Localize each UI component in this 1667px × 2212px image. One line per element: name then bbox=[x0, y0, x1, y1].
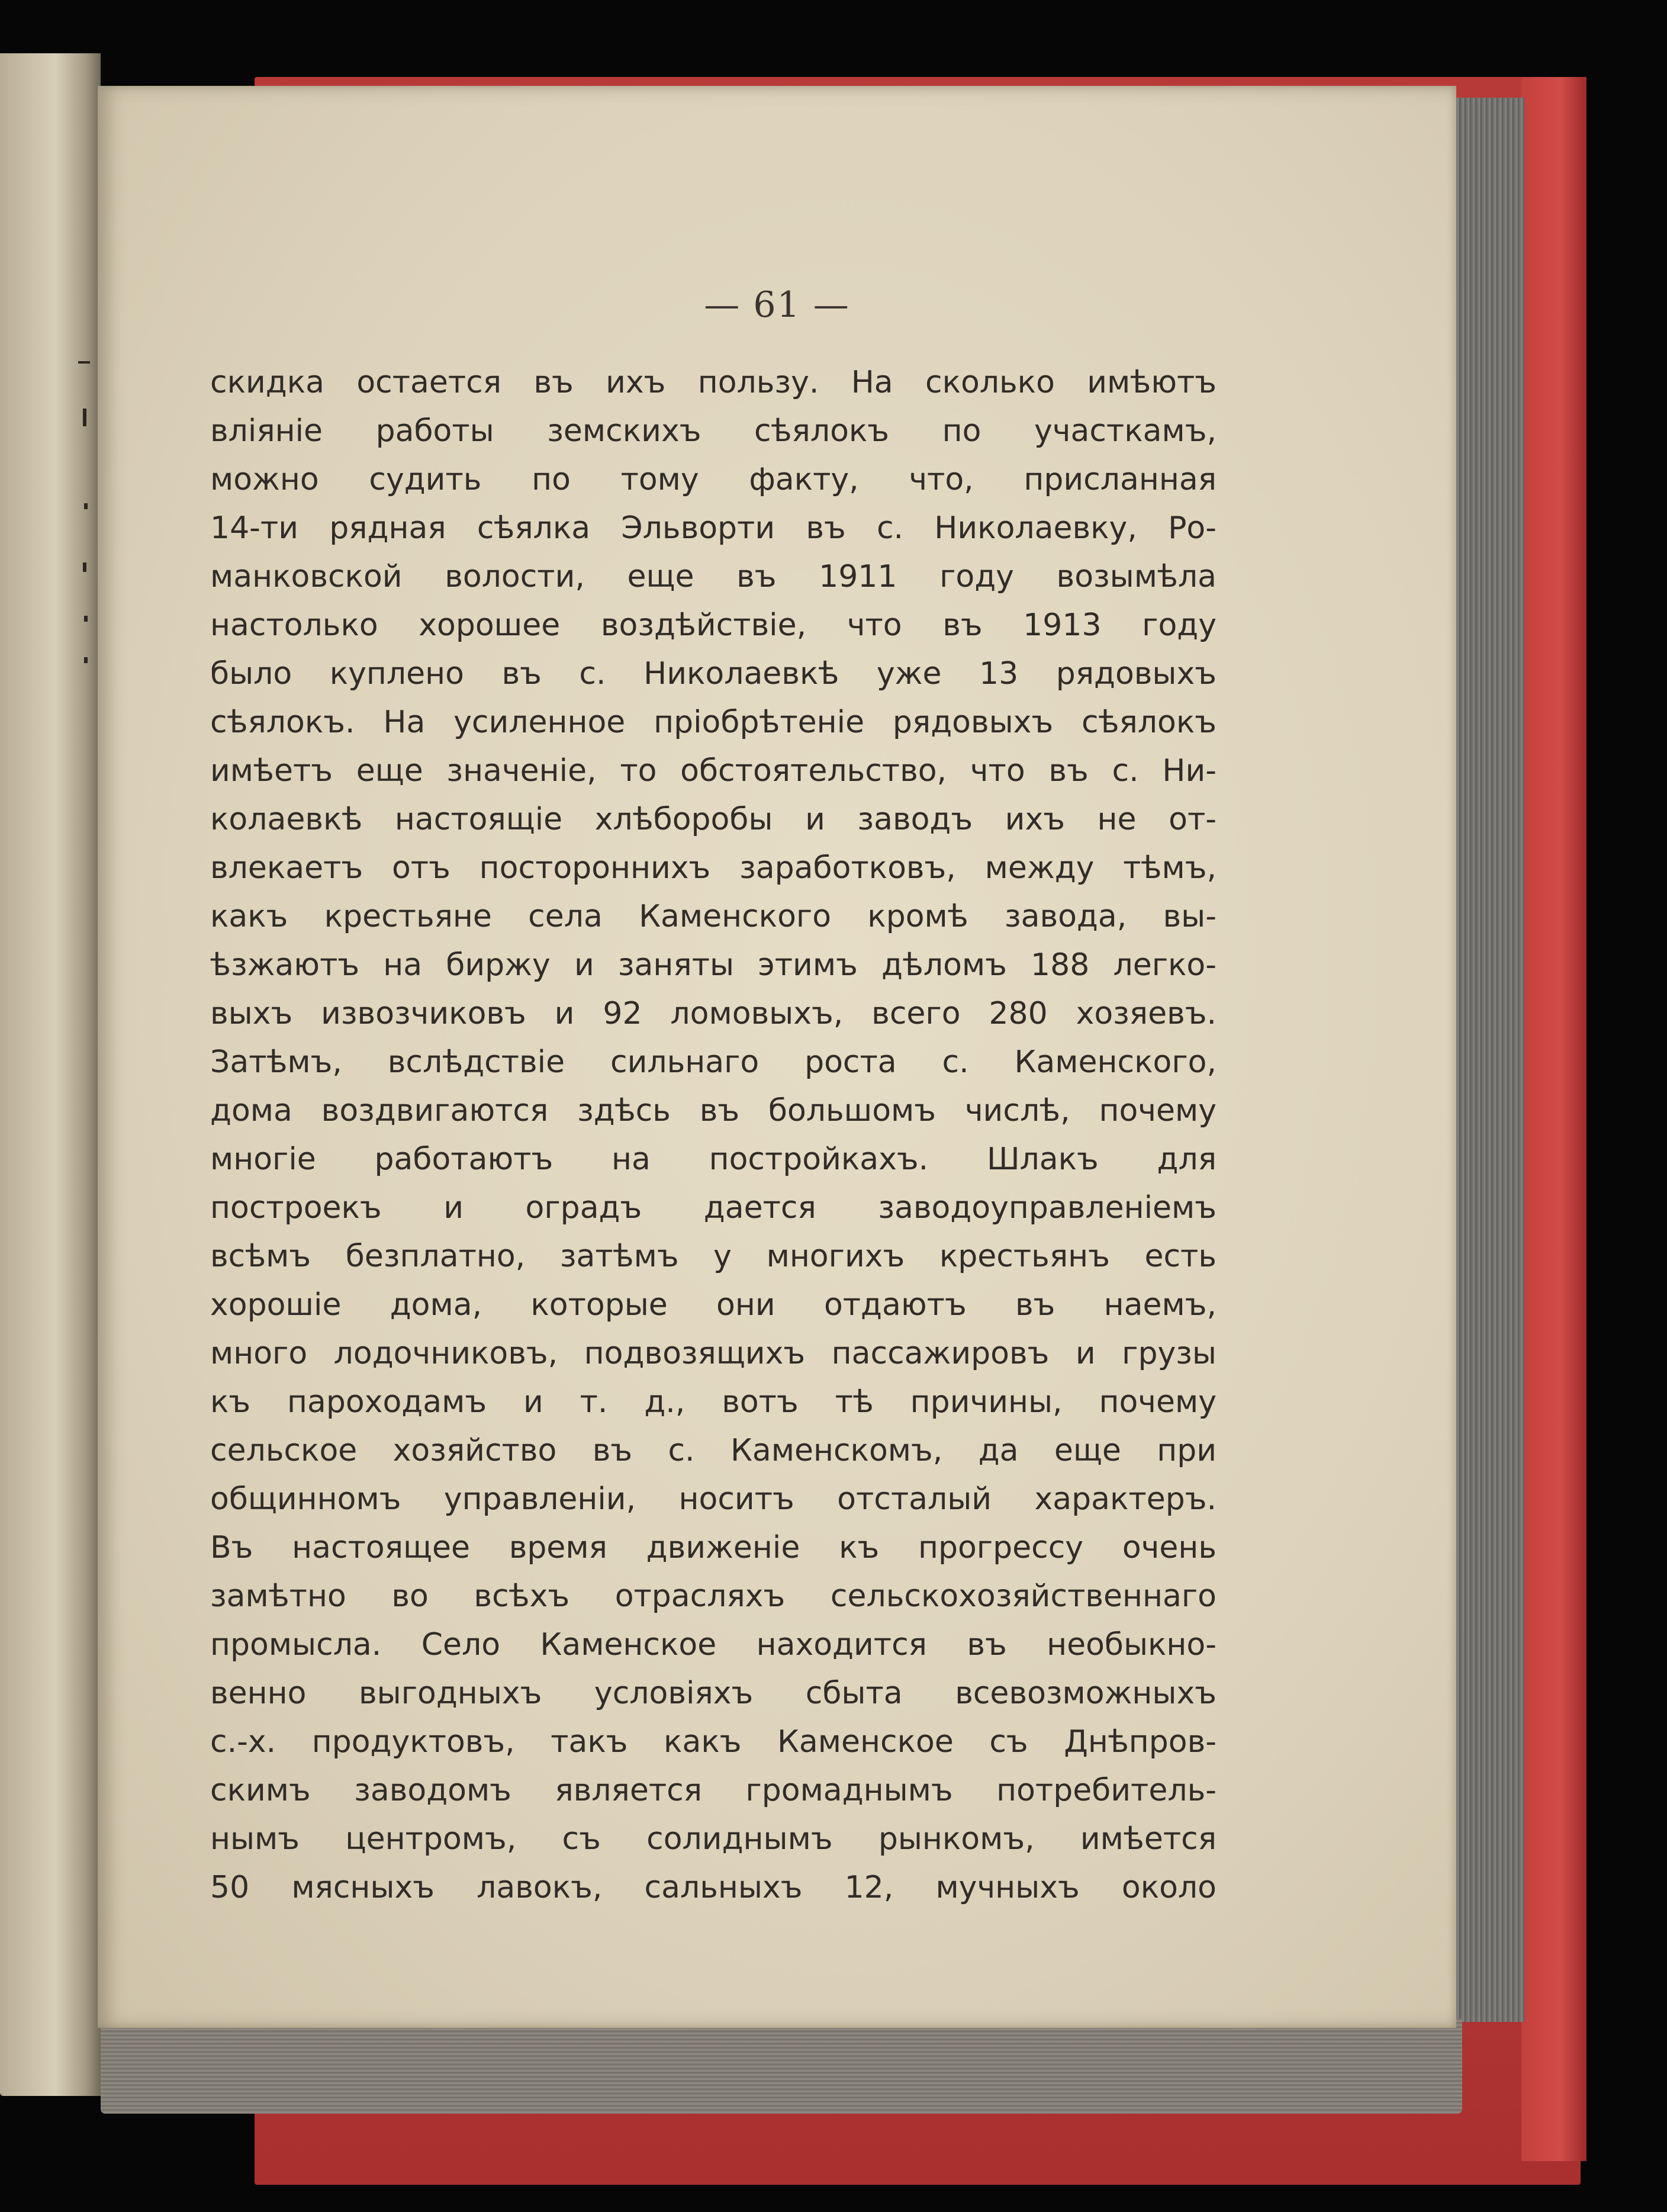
text-line: нымъ центромъ, съ солиднымъ рынкомъ, имѣется bbox=[210, 1821, 1217, 1857]
page-block-edge bbox=[1456, 98, 1524, 2022]
book-page bbox=[98, 86, 1456, 2028]
text-line: къ пароходамъ и т. д., вотъ тѣ причины, почему bbox=[210, 1384, 1217, 1420]
text-line: было куплено въ с. Николаевкѣ уже 13 рядовыхъ bbox=[210, 656, 1217, 692]
text-line: венно выгодныхъ условіяхъ сбыта всевозможныхъ bbox=[210, 1676, 1217, 1711]
text-line: какъ крестьяне села Каменского кромѣ завода, вы- bbox=[210, 899, 1217, 934]
text-line: скидка остается въ ихъ пользу. На сколько имѣютъ bbox=[210, 365, 1217, 400]
text-line: 50 мясныхъ лавокъ, сальныхъ 12, мучныхъ около bbox=[210, 1870, 1217, 1905]
text-line: манковской волости, еще въ 1911 году возымѣла bbox=[210, 559, 1217, 594]
page-number: — 61 — bbox=[704, 284, 850, 326]
text-line: Затѣмъ, вслѣдствіе сильнаго роста с. Каменского, bbox=[210, 1044, 1217, 1080]
text-line: построекъ и оградъ дается заводоуправленіемъ bbox=[210, 1190, 1217, 1226]
text-line: можно судить по тому факту, что, присланная bbox=[210, 462, 1217, 497]
red-book-cover-edge bbox=[1521, 77, 1586, 2161]
text-line: замѣтно во всѣхъ отрасляхъ сельскохозяйственнаго bbox=[210, 1578, 1217, 1614]
text-line: общинномъ управленіи, носитъ отсталый характеръ. bbox=[210, 1481, 1217, 1517]
text-line: Въ настоящее время движеніе къ прогрессу очень bbox=[210, 1530, 1217, 1565]
text-line: вліяніе работы земскихъ сѣялокъ по участкамъ, bbox=[210, 413, 1217, 449]
text-line: многіе работаютъ на постройкахъ. Шлакъ для bbox=[210, 1142, 1217, 1177]
text-line: 14-ти рядная сѣялка Эльворти въ с. Николаевку, Ро- bbox=[210, 510, 1217, 546]
text-line: выхъ извозчиковъ и 92 ломовыхъ, всего 280 хозяевъ. bbox=[210, 996, 1217, 1031]
text-line: ѣзжаютъ на биржу и заняты этимъ дѣломъ 188 легко- bbox=[210, 947, 1217, 983]
text-line: имѣетъ еще значеніе, то обстоятельство, что въ с. Ни- bbox=[210, 753, 1217, 789]
page-block-bottom-edge bbox=[101, 2019, 1462, 2114]
text-line: промысла. Село Каменское находится въ необыкно- bbox=[210, 1627, 1217, 1663]
text-line: настолько хорошее воздѣйствіе, что въ 1913 году bbox=[210, 607, 1217, 643]
text-line: колаевкѣ настоящіе хлѣборобы и заводъ ихъ не от- bbox=[210, 802, 1217, 837]
text-line: сѣялокъ. На усиленное пріобрѣтеніе рядовыхъ сѣялокъ bbox=[210, 705, 1217, 740]
text-line: влекаетъ отъ постороннихъ заработковъ, между тѣмъ, bbox=[210, 850, 1217, 886]
text-line: дома воздвигаются здѣсь въ большомъ числѣ, почему bbox=[210, 1093, 1217, 1128]
page-body-text bbox=[210, 358, 1217, 1912]
text-line: всѣмъ безплатно, затѣмъ у многихъ крестьянъ есть bbox=[210, 1239, 1217, 1274]
text-line: сельское хозяйство въ с. Каменскомъ, да еще при bbox=[210, 1433, 1217, 1468]
text-line: с.-х. продуктовъ, такъ какъ Каменское съ Днѣпров- bbox=[210, 1724, 1217, 1760]
left-facing-page bbox=[0, 53, 101, 2096]
text-line: хорошіе дома, которые они отдаютъ въ наемъ, bbox=[210, 1287, 1217, 1323]
text-line: много лодочниковъ, подвозящихъ пассажировъ и грузы bbox=[210, 1336, 1217, 1371]
text-line: скимъ заводомъ является громаднымъ потребитель- bbox=[210, 1773, 1217, 1808]
